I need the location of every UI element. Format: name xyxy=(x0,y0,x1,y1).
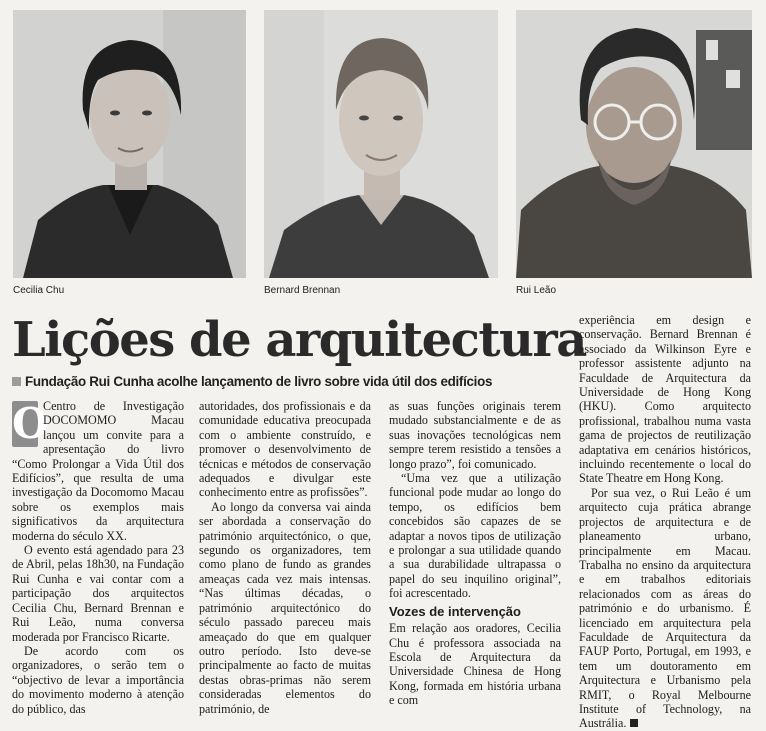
paragraph: Ao longo da conversa vai ainda ser abordada a conservação do património arquitectónico, o que, segundo os organizadores, tem como plano de fundo as grandes ameaças cada vez mais intensas. “Nas últimas décadas, o património arquitectónico do século passado pareceu mais ameaçado do que em qualquer outro período. Isto deve-se principalmente ao facto de muitas destas obras-primas não serem consideradas elementos do património, de xyxy=(199,499,371,716)
caption-bernard-brennan: Bernard Brennan xyxy=(264,285,341,296)
photo-rui-leao xyxy=(516,10,752,278)
article-column-2 xyxy=(199,399,371,716)
paragraph: experiência em design e conservação. Bernard Brennan é associado da Wilkinson Eyre e professor assistente adjunto na Faculdade de Arquitectura da Universidade de Hong Kong (HKU). Como arquitecto profissional, trabalhou numa vasta gama de projectos de reutilização adaptativa em cenários históricos, incluindo recentemente o local do State Theatre em Hong Kong. xyxy=(579,313,751,486)
subhead xyxy=(12,374,560,389)
square-bullet-icon xyxy=(12,377,21,386)
paragraph: autoridades, dos profissionais e da comunidade educativa preocupada com o ambiente construído, e promover o desenvolvimento de técnicas e métodos de conservação adequados e divulgar este conhecimento entre as profissões”. xyxy=(199,399,371,500)
caption-rui-leao: Rui Leão xyxy=(516,285,557,296)
photo-cecilia-chu xyxy=(13,10,246,278)
paragraph: Em relação aos oradores, Cecilia Chu é professora associada na Escola de Arquitectura da Universidade Chinesa de Hong Kong, formada em história urbana e com xyxy=(389,621,561,708)
paragraph: De acordo com os organizadores, o serão tem o “objectivo de levar a importância do movimento moderno à atenção do público, das xyxy=(12,643,184,716)
paragraph: “Uma vez que a utilização funcional pode mudar ao longo do tempo, os edifícios bem concebidos são capazes de se adaptar a novos tipos de utilização e prolongar a sua utilidade quando a sua durabilidade ultrapassa o papel do seu inquilino original”, foi acrescentado. xyxy=(389,471,561,601)
dropcap: O xyxy=(12,399,49,448)
article-column-1 xyxy=(12,399,184,716)
headline: Lições de arquitectura xyxy=(12,312,586,368)
end-of-article-icon xyxy=(630,719,638,727)
caption-cecilia-chu: Cecilia Chu xyxy=(13,285,65,296)
paragraph: as suas funções originais terem mudado substancialmente e de as suas inovações tecnológicas nem sempre terem resistido a tensões a longo prazo”, foi comunicado. xyxy=(389,399,561,471)
article-column-3 xyxy=(389,399,561,708)
subhead-text: Fundação Rui Cunha acolhe lançamento de livro sobre vida útil dos edifícios xyxy=(25,374,493,389)
paragraph: Por sua vez, o Rui Leão é um arquitecto cuja prática abrange projectos de arquitectura e de planeamento urbano, principalmente em Macau. Trabalha no ensino da arquitectura e em trabalhos editoriais relacionados com as áreas do património e do urbanismo. É licenciado em arquitectura pela Faculdade de Arquitectura da FAUP Porto, Portugal, em 1993, e tem um doutoramento em Arquitectura e Urbanismo pela RMIT, o Royal Melbourne Institute of Technology, na Austrália. xyxy=(579,485,751,731)
article-column-4 xyxy=(579,313,751,731)
paragraph: O evento está agendado para 23 de Abril, pelas 18h30, na Fundação Rui Cunha e vai contar com a participação dos arquitectos Cecilia Chu, Bernard Brennan e Rui Leão, numa conversa moderada por Francisco Ricarte. xyxy=(12,543,184,644)
section-heading: Vozes de intervenção xyxy=(389,603,521,619)
paragraph: O Centro de Investigação DOCOMOMO Macau lançou um convite para a apresentação do livro “Como Prolongar a Vida Útil dos Edifícios”, que resulta de uma investigação da Docomomo Macau sobre os exemplos mais significativos da arquitectura moderna do século XX. xyxy=(12,399,184,543)
photo-bernard-brennan xyxy=(264,10,498,278)
